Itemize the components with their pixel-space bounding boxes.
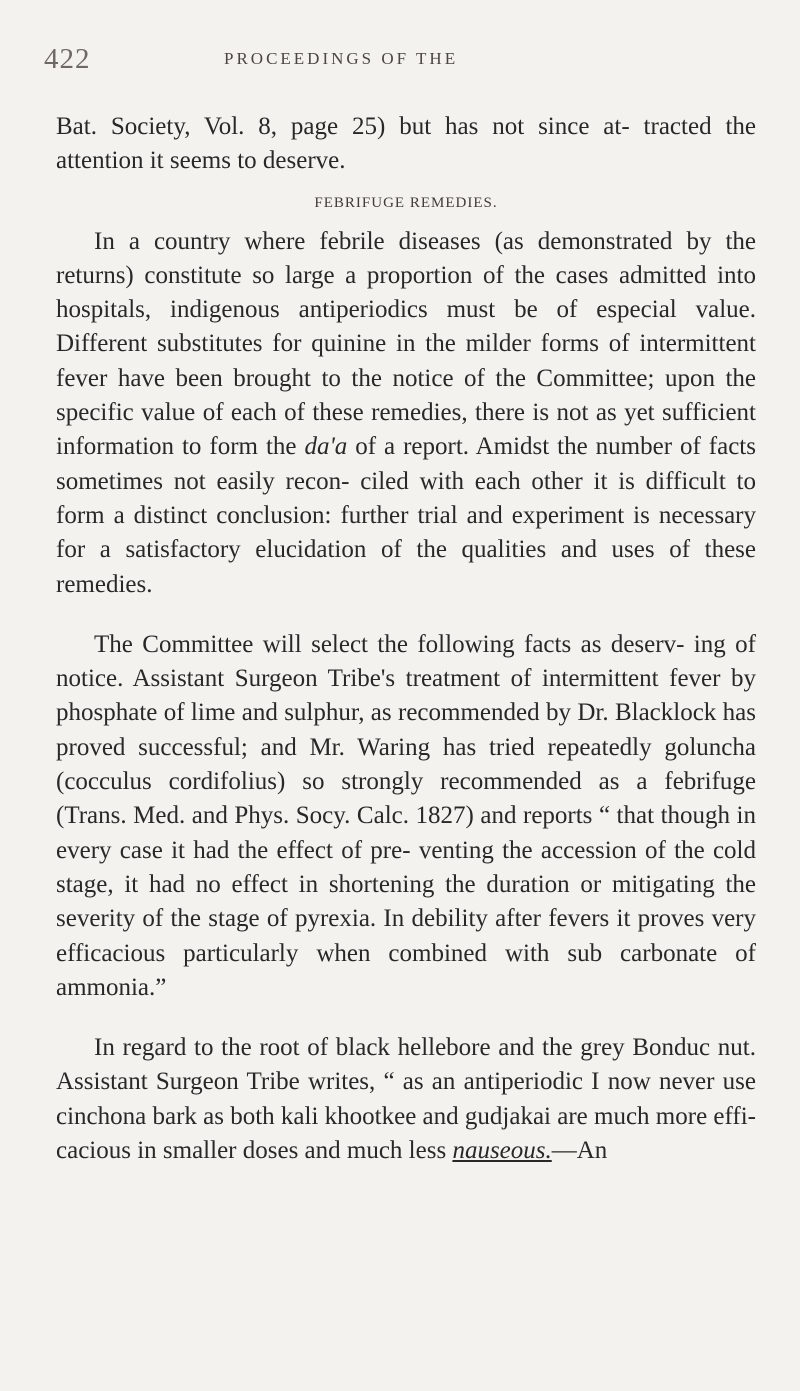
paragraph-3-text-a: In regard to the root of black hellebore and the grey Bonduc nut. Assistant Surgeon Tribe writes, “ as an antiperiodic I now never use cinchona bark as both kali khootkee and gudjakai are much more effi- cacious in smaller doses and much less — [56, 1034, 756, 1165]
paragraph-1-text-a: In a country where febrile diseases (as demonstrated by the returns) constitute so large a proportion of the cases admitted into hospitals, indigenous antiperiodics must be of especial value. Different substitutes for quinine in the milder forms of intermittent fever have been brought to the notice of the Committee; upon the specific value of each of these remedies, there is not as yet sufficient information to form the — [56, 227, 756, 461]
paragraph-1-italic-word: da'a — [304, 433, 348, 461]
paragraph-spacer — [56, 602, 756, 628]
paragraph-spacer — [56, 1005, 756, 1031]
body-text — [56, 110, 756, 1168]
paragraph-2-text: The Committee will select the following facts as deserv- ing of notice. Assistant Surgeon Tribe's treatment of intermittent fever by phosphate of lime and sulphur, as recommended by Dr. Blacklock has proved successful; and Mr. Waring has tried repeatedly goluncha (cocculus cordifolius) so strongly recommended as a febrifuge (Trans. Med. and Phys. Socy. Calc. 1827) and reports “ that though in every case it had the effect of pre- venting the accession of the cold stage, it had no effect in shortening the duration or mitigating the severity of the stage of pyrexia. In debility after fevers it proves very efficacious particularly when combined with sub carbonate of ammonia.” — [56, 630, 756, 1001]
page-number: 422 — [44, 43, 91, 75]
section-heading: FEBRIFUGE REMEDIES. — [314, 194, 498, 211]
paragraph-3-italic-word: nauseous. — [452, 1137, 552, 1165]
running-title: PROCEEDINGS OF THE — [224, 49, 459, 68]
running-head — [44, 43, 754, 79]
paragraph-1 — [56, 225, 756, 602]
paragraph-3-text-b: —An — [551, 1137, 608, 1165]
paragraph-1-text-b: of a report. Amidst the number of facts sometimes not easily recon- ciled with each other it is difficult to form a distinct conclusion: further trial and experiment is necessary for a satisfactory elucidation of the qualities and uses of these remedies. — [56, 433, 756, 598]
paragraph-2 — [56, 628, 756, 1005]
opening-paragraph — [56, 110, 756, 179]
opening-text: Bat. Society, Vol. 8, page 25) but has not since at- tracted the attention it seems to deserve. — [56, 113, 756, 175]
paragraph-3 — [56, 1031, 756, 1168]
